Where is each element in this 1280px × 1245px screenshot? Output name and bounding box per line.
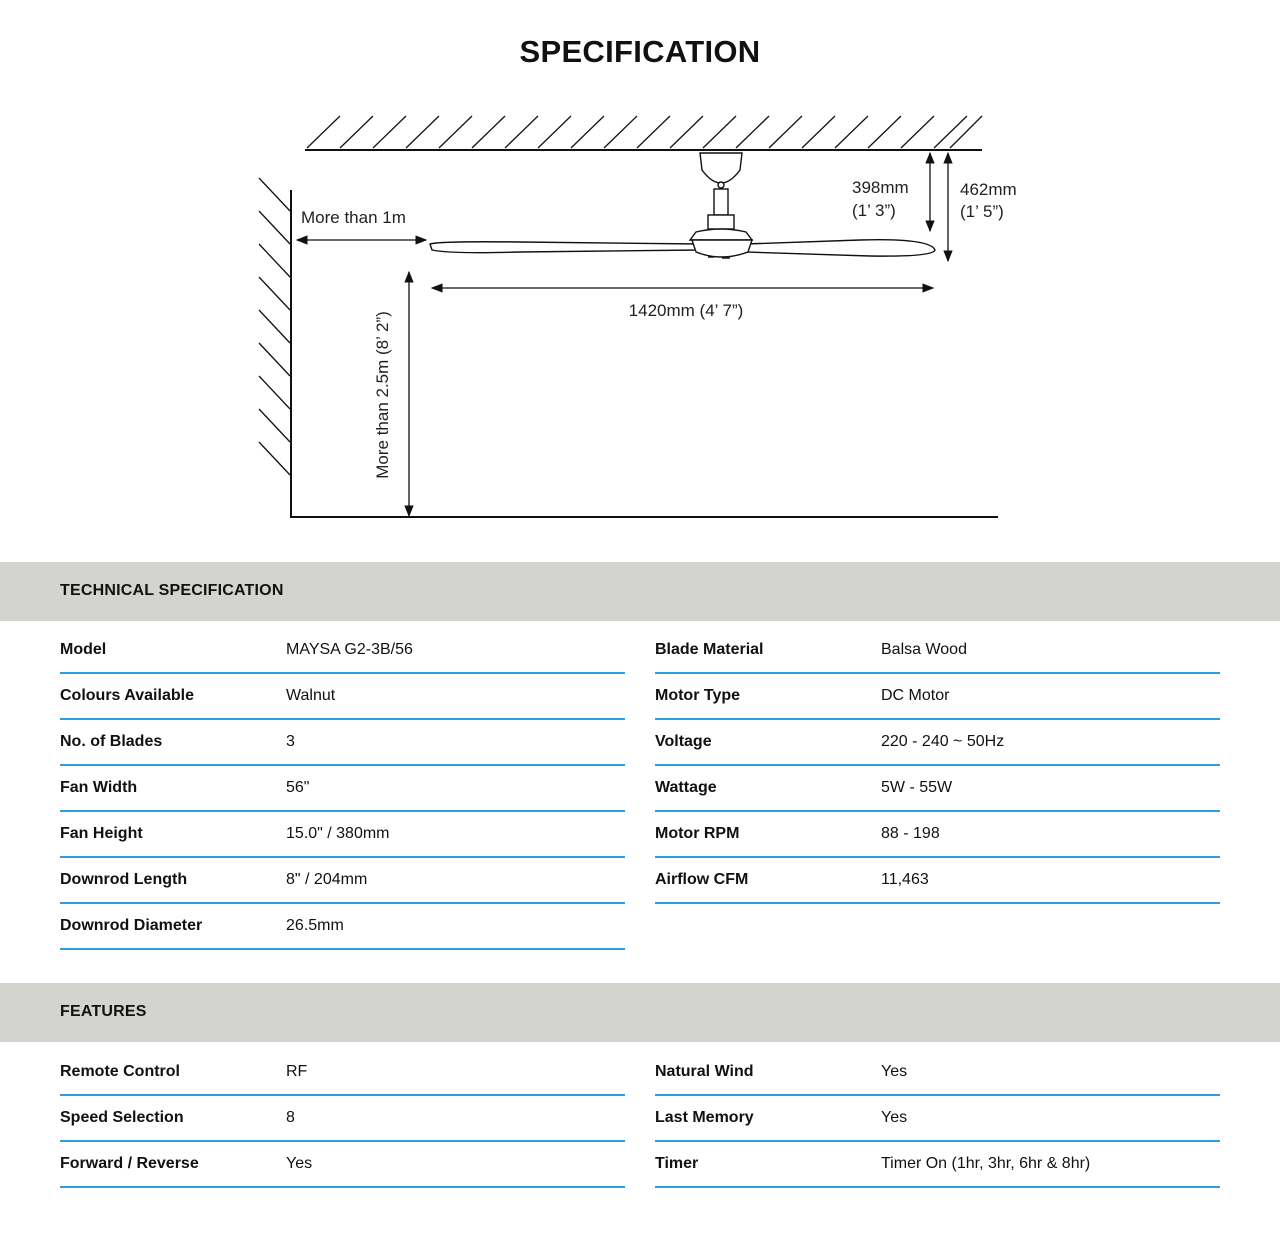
feature-value: RF [286,1063,308,1080]
ceiling-hatch [305,116,982,150]
features-heading: FEATURES [60,1003,147,1020]
side-clearance-label: More than 1m [301,208,406,227]
spec-row-downrod-diameter [60,904,625,950]
spec-value: 15.0" / 380mm [286,825,390,842]
spec-row-wattage [655,766,1220,812]
spec-label: Motor Type [655,687,741,704]
feature-row-forward-reverse [60,1142,625,1188]
spec-row-motor-rpm [655,812,1220,858]
feature-label: Timer [655,1155,699,1172]
page-title: SPECIFICATION [519,34,761,69]
spec-value: 11,463 [881,871,929,888]
spec-value: 3 [286,733,295,750]
feature-value: Timer On (1hr, 3hr, 6hr & 8hr) [881,1155,1091,1172]
spec-label: Blade Material [655,641,764,658]
features-header [0,983,1280,1042]
technical-spec-left [60,628,625,950]
spec-row-fan-height [60,812,625,858]
spec-label: Model [60,641,107,658]
feature-row-timer [655,1142,1220,1188]
spec-label: Airflow CFM [655,871,749,888]
floor-clearance-label: More than 2.5m (8’ 2”) [373,311,392,479]
features-left [60,1050,625,1188]
spec-label: No. of Blades [60,733,163,750]
height-462-ft-label: (1’ 5”) [960,202,1004,221]
spec-label: Downrod Length [60,871,188,888]
feature-label: Remote Control [60,1063,180,1080]
spec-row-voltage [655,720,1220,766]
spec-row-model [60,628,625,674]
technical-spec-header [0,562,1280,621]
feature-value: Yes [881,1109,908,1126]
feature-label: Natural Wind [655,1063,754,1080]
spec-value: Walnut [286,687,336,704]
spec-value: 220 - 240 ~ 50Hz [881,733,1005,750]
spec-row-motor-type [655,674,1220,720]
spec-label: Wattage [655,779,717,796]
feature-label: Forward / Reverse [60,1155,199,1172]
spec-row-downrod-length [60,858,625,904]
spec-value: DC Motor [881,687,950,704]
feature-row-natural-wind [655,1050,1220,1096]
feature-row-last-memory [655,1096,1220,1142]
spec-label: Downrod Diameter [60,917,203,934]
technical-spec-right [655,628,1220,904]
feature-row-remote [60,1050,625,1096]
feature-label: Speed Selection [60,1109,184,1126]
features-right [655,1050,1220,1188]
fan-installation-diagram [0,100,1280,530]
height-398-label: 398mm [852,178,909,197]
blade-span-label: 1420mm (4’ 7”) [628,301,744,320]
spec-value: 26.5mm [286,917,344,934]
spec-value: 88 - 198 [881,825,940,842]
spec-row-colours [60,674,625,720]
feature-label: Last Memory [655,1109,754,1126]
spec-row-fan-width [60,766,625,812]
spec-value: 5W - 55W [881,779,953,796]
feature-value: Yes [881,1063,908,1080]
spec-label: Colours Available [60,687,194,704]
spec-value: Balsa Wood [881,641,967,658]
spec-label: Fan Height [60,825,143,842]
spec-value: 8" / 204mm [286,871,368,888]
spec-row-airflow [655,858,1220,904]
spec-row-blade-material [655,628,1220,674]
feature-row-speed [60,1096,625,1142]
feature-value: Yes [286,1155,313,1172]
wall-hatch [259,178,291,518]
spec-value: MAYSA G2-3B/56 [286,641,413,658]
spec-label: Fan Width [60,779,138,796]
spec-value: 56" [286,779,310,796]
feature-value: 8 [286,1109,295,1126]
spec-label: Motor RPM [655,825,740,842]
height-398-ft-label: (1’ 3”) [852,201,896,220]
spec-row-blades [60,720,625,766]
spec-label: Voltage [655,733,712,750]
height-462-label: 462mm [960,180,1017,199]
technical-spec-heading: TECHNICAL SPECIFICATION [60,582,284,599]
